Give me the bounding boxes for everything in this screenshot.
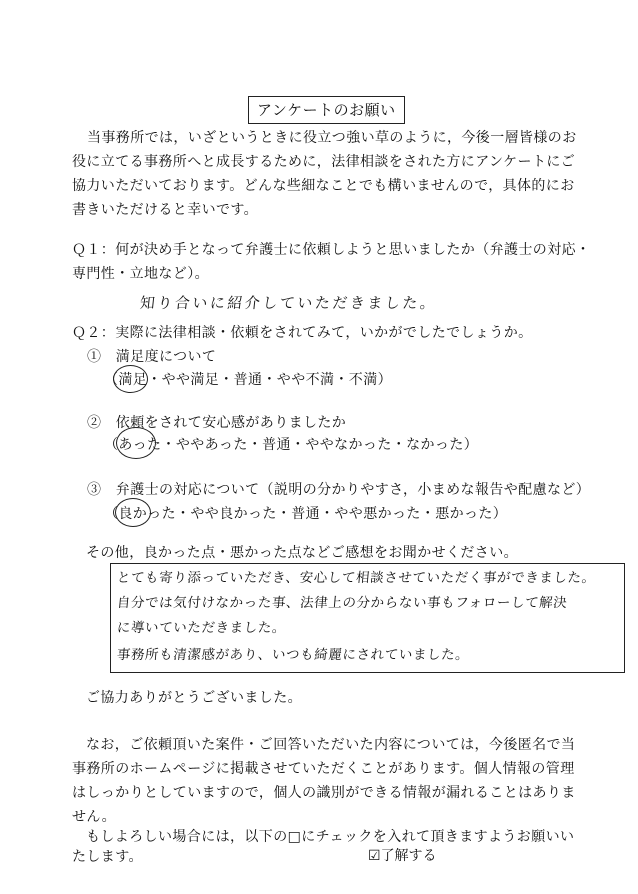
checked-checkbox-icon[interactable]: ☑	[368, 848, 381, 864]
notice-line: たします。	[72, 849, 143, 865]
intro-line: 役に立てる事務所へと成長するために，法律相談をされた方にアンケートにご	[72, 154, 576, 170]
q2-item-1-label: ① 満足度について	[87, 349, 217, 365]
notice-line: せん。	[72, 809, 117, 825]
thanks-text: ご協力ありがとうございました。	[86, 690, 302, 706]
q2-item-2-label: ② 依頼をされて安心感がありましたか	[87, 415, 347, 431]
q2-item-1-options: （満足・やや満足・普通・やや不満・不満）	[104, 372, 392, 388]
q1-handwritten-answer: 知り合いに紹介していただきました。	[139, 294, 439, 312]
intro-line: 当事務所では，いざというときに役立つ強い草のように，今後一層皆様のお	[87, 130, 577, 146]
q1-text: Ｑ１：何が決め手となって弁護士に依頼しようと思いましたか（弁護士の対応・	[72, 242, 591, 258]
handwritten-comment-line: とても寄り添っていただき、安心して相談させていただく事ができました。	[116, 570, 597, 586]
q2-item-2-options: （あった・ややあった・普通・ややなかった・なかった）	[104, 437, 479, 453]
notice-line: 事務所のホームページに掲載させていただくことがあります。個人情報の管理	[72, 761, 575, 777]
q1-text: 専門性・立地など）。	[72, 266, 209, 282]
q2-heading: Ｑ２：実際に法律相談・依頼をされてみて，いかがでしたでしょうか。	[72, 325, 533, 341]
notice-line: はしっかりとしていますので，個人の識別ができる情報が漏れることはありま	[72, 785, 576, 801]
intro-line: 書きいただけると幸いです。	[72, 202, 259, 218]
notice-line: もしよろしい場合には，以下の□にチェックを入れて頂きますようお願いい	[86, 829, 575, 845]
answer-circle-mark	[115, 498, 151, 527]
comments-prompt: その他，良かった点・悪かった点などご感想をお聞かせください。	[86, 545, 518, 561]
consent-checkbox-row[interactable]	[368, 845, 437, 865]
handwritten-comment-line: 自分では気付けなかった事、法律上の分からない事もフォローして解決	[116, 595, 569, 611]
notice-line: なお，ご依頼頂いた案件・ご回答いただいた内容については，今後匿名で当	[86, 737, 576, 753]
answer-circle-mark	[113, 365, 148, 393]
consent-label: 了解する	[380, 848, 437, 864]
q2-item-3-options: （良かった・やや良かった・普通・やや悪かった・悪かった）	[104, 506, 508, 522]
handwritten-comment-line: に導いていただきました。	[116, 620, 287, 636]
handwritten-comment-line: 事務所も清潔感があり、いつも綺麗にされていました。	[116, 647, 471, 663]
survey-title: アンケートのお願い	[248, 96, 405, 124]
intro-line: 協力いただいております。どんな些細なことでも構いませんので，具体的にお	[72, 178, 575, 194]
q2-item-3-label: ③ 弁護士の対応について（説明の分かりやすさ，小まめな報告や配慮など）	[87, 482, 591, 498]
comments-box	[110, 563, 625, 673]
answer-circle-mark	[116, 427, 156, 459]
